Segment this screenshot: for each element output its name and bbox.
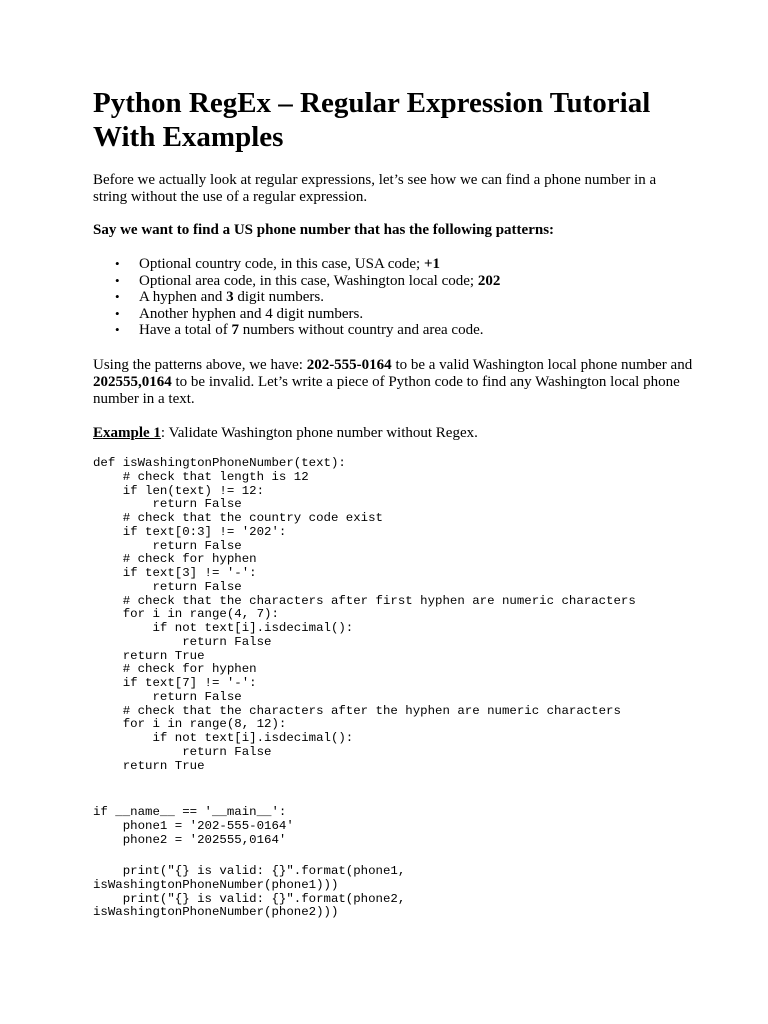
section-heading: Say we want to find a US phone number that has the following patterns: bbox=[93, 222, 555, 238]
pattern-list bbox=[93, 256, 693, 339]
list-item: • Have a total of 7 numbers without country and area code. bbox=[115, 322, 484, 339]
bullet-icon: • bbox=[115, 256, 120, 271]
bullet-icon: • bbox=[115, 289, 120, 305]
patterns-paragraph: Using the patterns above, we have: 202-555-0164 to be a valid Washington local phone number and 202555,0164 to be invalid. Let’s write a piece of Python code to find any Washington local phone number in a text. bbox=[93, 357, 693, 407]
list-item: • Optional area code, in this case, Washington local code; 202 bbox=[115, 272, 501, 289]
list-item: • Another hyphen and 4 digit numbers. bbox=[115, 305, 364, 322]
intro-paragraph: Before we actually look at regular expressions, let’s see how we can find a phone number in a string without the use of a regular expression. bbox=[93, 172, 657, 205]
code-block-function: def isWashingtonPhoneNumber(text): # check that length is 12 if len(text) != 12: return False # check that the country code exist if text[0:3] != '202': return False # check for hyphen if text[3] != '-': return False # check that the characters after first hyphen are numeric characters for i in range(4, 7): if not text[i].isdecimal(): return False return True # check for hyphen if text[7] != '-': return False # check that the characters after the hyphen are numeric characters for i in range(8, 12): if not text[i].isdecimal(): return False return True bbox=[93, 456, 636, 773]
example-label: Example 1 bbox=[93, 425, 161, 441]
page-title: Python RegEx – Regular Expression Tutorial With Examples bbox=[93, 87, 651, 153]
list-item: • A hyphen and 3 digit numbers. bbox=[115, 289, 324, 306]
code-block-print: print("{} is valid: {}".format(phone1, isWashingtonPhoneNumber(phone1))) print("{} is valid: {}".format(phone2, isWashingtonPhoneNumber(phone2))) bbox=[93, 864, 406, 920]
code-block-main: if __name__ == '__main__': phone1 = '202-555-0164' phone2 = '202555,0164' bbox=[93, 805, 294, 847]
example-heading: Example 1: Validate Washington phone number without Regex. bbox=[93, 425, 478, 441]
bullet-icon: • bbox=[115, 305, 120, 321]
list-item: • Optional country code, in this case, USA code; +1 bbox=[115, 256, 441, 272]
bullet-icon: • bbox=[115, 322, 120, 338]
bullet-icon: • bbox=[115, 272, 120, 288]
